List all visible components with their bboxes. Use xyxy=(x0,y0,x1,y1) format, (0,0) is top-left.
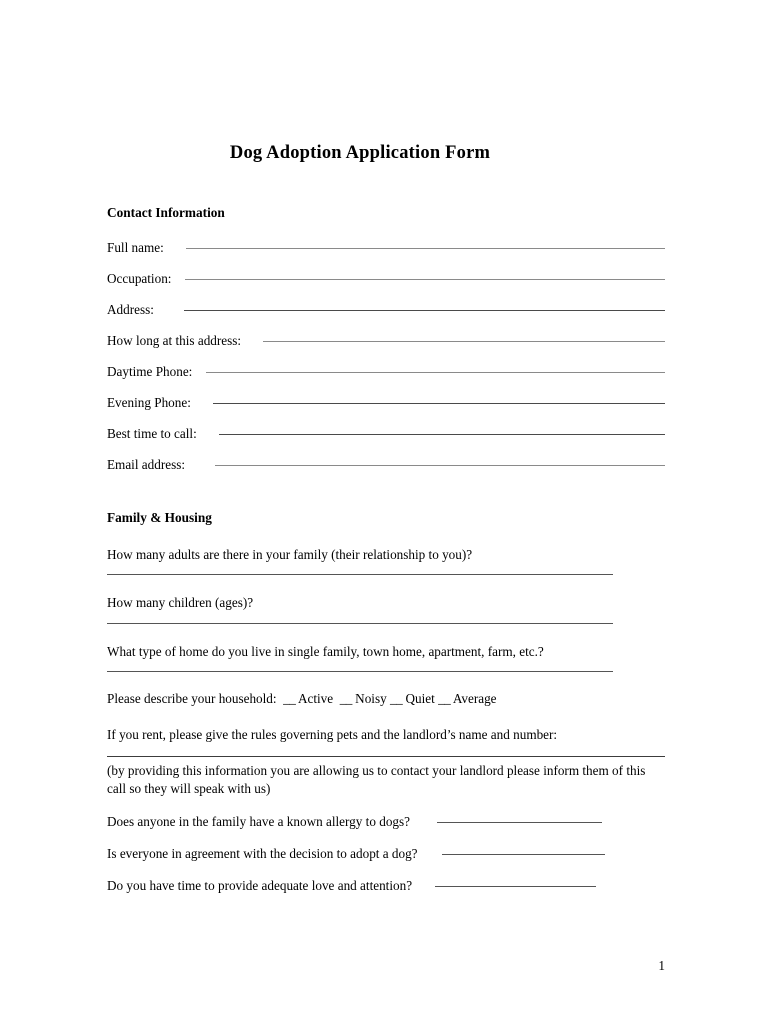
question-row-allergy-to-dogs xyxy=(107,814,665,830)
option-label-average[interactable]: Average xyxy=(452,691,497,707)
field-label-evening-phone: Evening Phone: xyxy=(107,395,191,410)
section-heading-family-housing: Family & Housing xyxy=(107,510,212,525)
checkbox-blank-active[interactable]: __ xyxy=(283,691,296,707)
field-label-full-name: Full name: xyxy=(107,240,164,255)
field-label-daytime-phone: Daytime Phone: xyxy=(107,364,193,379)
field-row-how-long-at-this-address xyxy=(107,333,665,349)
field-row-full-name xyxy=(107,240,665,256)
field-row-daytime-phone xyxy=(107,364,665,380)
field-label-address: Address: xyxy=(107,302,154,317)
field-row-address xyxy=(107,302,665,318)
page-number: 1 xyxy=(658,958,665,973)
option-label-quiet[interactable]: Quiet xyxy=(405,691,435,707)
page-title: Dog Adoption Application Form xyxy=(229,143,491,163)
field-row-email-address xyxy=(107,457,665,473)
field-label-email-address: Email address: xyxy=(107,457,186,472)
section-heading-contact-information: Contact Information xyxy=(107,205,225,220)
field-input-evening-phone[interactable] xyxy=(213,403,665,404)
option-label-noisy[interactable]: Noisy xyxy=(355,691,387,707)
option-label-active[interactable]: Active xyxy=(297,691,334,707)
field-row-best-time-to-call xyxy=(107,426,665,442)
field-label-how-long-at-this-address: How long at this address: xyxy=(107,333,242,348)
field-row-evening-phone xyxy=(107,395,665,411)
field-input-best-time-to-call[interactable] xyxy=(219,434,665,435)
note-landlord-contact-consent: (by providing this information you are allowing us to contact your landlord please inform them of this call so they will speak with us) xyxy=(107,763,646,796)
answer-line-agreement-to-adopt[interactable] xyxy=(442,854,605,855)
field-input-email-address[interactable] xyxy=(215,465,665,466)
field-row-occupation xyxy=(107,271,665,287)
question-label-agreement-to-adopt: Is everyone in agreement with the decision to adopt a dog? xyxy=(107,846,418,862)
field-input-address[interactable] xyxy=(184,310,665,311)
field-input-how-long-at-this-address[interactable] xyxy=(263,341,665,342)
answer-line-allergy-to-dogs[interactable] xyxy=(437,822,602,823)
question-describe-household xyxy=(107,690,665,707)
answer-line-time-for-attention[interactable] xyxy=(435,886,596,887)
field-input-occupation[interactable] xyxy=(185,279,665,280)
question-describe-household-label: Please describe your household: xyxy=(107,691,277,707)
question-number-of-children: How many children (ages)? xyxy=(107,595,254,611)
checkbox-blank-noisy[interactable]: __ xyxy=(339,691,352,707)
question-label-allergy-to-dogs: Does anyone in the family have a known allergy to dogs? xyxy=(107,814,410,830)
checkbox-blank-quiet[interactable]: __ xyxy=(389,691,403,707)
question-rental-rules: If you rent, please give the rules governing pets and the landlord’s name and number: xyxy=(107,726,558,742)
field-input-full-name[interactable] xyxy=(186,248,665,249)
question-type-of-home: What type of home do you live in single family, town home, apartment, farm, etc.? xyxy=(107,643,544,659)
field-label-occupation: Occupation: xyxy=(107,271,172,286)
checkbox-blank-average[interactable]: __ xyxy=(438,691,451,707)
question-label-time-for-attention: Do you have time to provide adequate love and attention? xyxy=(107,878,413,894)
question-number-of-adults: How many adults are there in your family (their relationship to you)? xyxy=(107,547,473,562)
question-row-time-for-attention xyxy=(107,878,665,894)
field-input-daytime-phone[interactable] xyxy=(206,372,665,373)
page-content xyxy=(107,0,665,973)
field-label-best-time-to-call: Best time to call: xyxy=(107,426,197,441)
question-row-agreement-to-adopt xyxy=(107,846,665,862)
